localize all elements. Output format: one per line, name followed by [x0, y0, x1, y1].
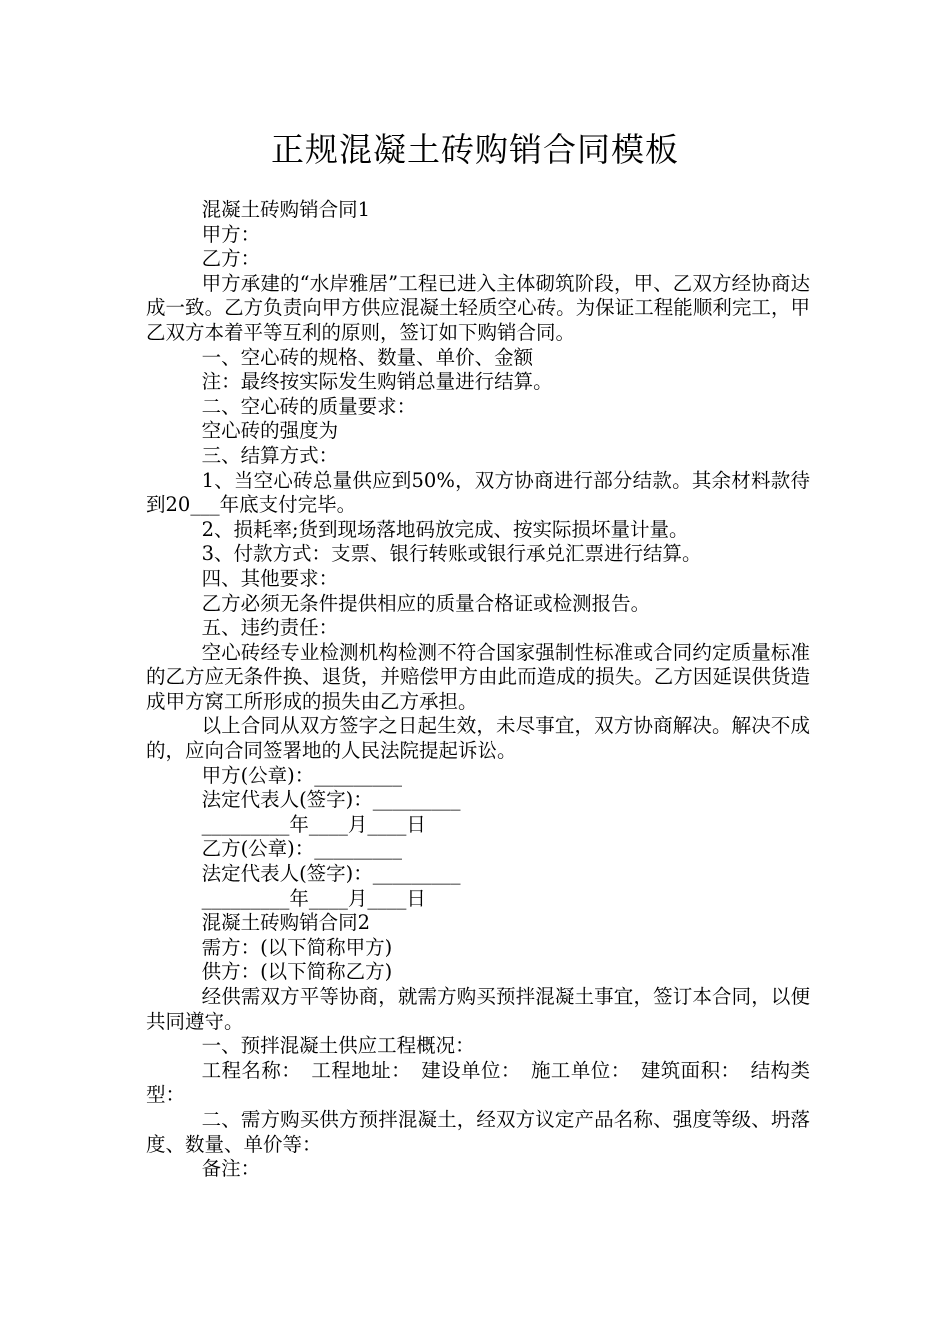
date-line: _________年____月____日	[201, 886, 426, 910]
paragraph: 以上合同从双方签字之日起生效，未尽事宜，双方协商解决。解决不成的，应向合同签署地的人民法院提起诉讼。	[146, 714, 810, 763]
signature-line: 法定代表人(签字)：_________	[201, 788, 461, 812]
paragraph: 供方：(以下简称乙方)	[201, 960, 393, 984]
paragraph: 一、预拌混凝土供应工程概况：	[201, 1034, 475, 1058]
document-body	[146, 198, 810, 1182]
paragraph: 五、违约责任：	[201, 616, 339, 640]
paragraph: 空心砖经专业检测机构检测不符合国家强制性标准或合同约定质量标准的乙方应无条件换、退货，并赔偿甲方由此而造成的损失。乙方因延误供货造成甲方窝工所形成的损失由乙方承担。	[146, 640, 810, 713]
paragraph: 三、结算方式：	[201, 443, 339, 467]
paragraph: 空心砖的强度为	[201, 419, 339, 443]
paragraph: 2、损耗率;货到现场落地码放完成、按实际损坏量计量。	[201, 517, 689, 541]
paragraph: 一、空心砖的规格、数量、单价、金额	[201, 345, 534, 369]
date-line: _________年____月____日	[201, 812, 426, 836]
signature-line: 法定代表人(签字)：_________	[201, 862, 461, 886]
paragraph: 二、空心砖的质量要求：	[201, 394, 417, 418]
paragraph: 注：最终按实际发生购销总量进行结算。	[201, 370, 553, 394]
party-a-line: 甲方：	[201, 222, 261, 246]
paragraph: 1、当空心砖总量供应到50%，双方协商进行部分结款。其余材料款待到20___年底支付完毕。	[146, 468, 810, 517]
paragraph: 备注：	[201, 1157, 261, 1181]
document-title: 正规混凝土砖购销合同模板	[271, 130, 679, 169]
party-b-line: 乙方：	[201, 247, 261, 271]
paragraph: 需方：(以下简称甲方)	[201, 935, 393, 959]
paragraph: 3、付款方式：支票、银行转账或银行承兑汇票进行结算。	[201, 542, 702, 566]
paragraph: 二、需方购买供方预拌混凝土，经双方议定产品名称、强度等级、坍落度、数量、单价等：	[146, 1107, 810, 1156]
signature-line: 乙方(公章)：_________	[201, 837, 403, 861]
paragraph: 乙方必须无条件提供相应的质量合格证或检测报告。	[201, 591, 651, 615]
section-heading: 混凝土砖购销合同2	[201, 911, 370, 935]
paragraph: 工程名称： 工程地址： 建设单位： 施工单位： 建筑面积： 结构类型：	[146, 1058, 810, 1107]
signature-line: 甲方(公章)：_________	[201, 763, 403, 787]
paragraph: 甲方承建的“水岸雅居”工程已进入主体砌筑阶段，甲、乙双方经协商达成一致。乙方负责向甲方供应混凝土轻质空心砖。为保证工程能顺利完工，甲乙双方本着平等互利的原则，签订如下购销合同。	[146, 271, 810, 344]
section-heading: 混凝土砖购销合同1	[201, 198, 370, 221]
paragraph: 经供需双方平等协商，就需方购买预拌混凝土事宜，签订本合同，以便共同遵守。	[146, 985, 810, 1033]
paragraph: 四、其他要求：	[201, 566, 339, 590]
